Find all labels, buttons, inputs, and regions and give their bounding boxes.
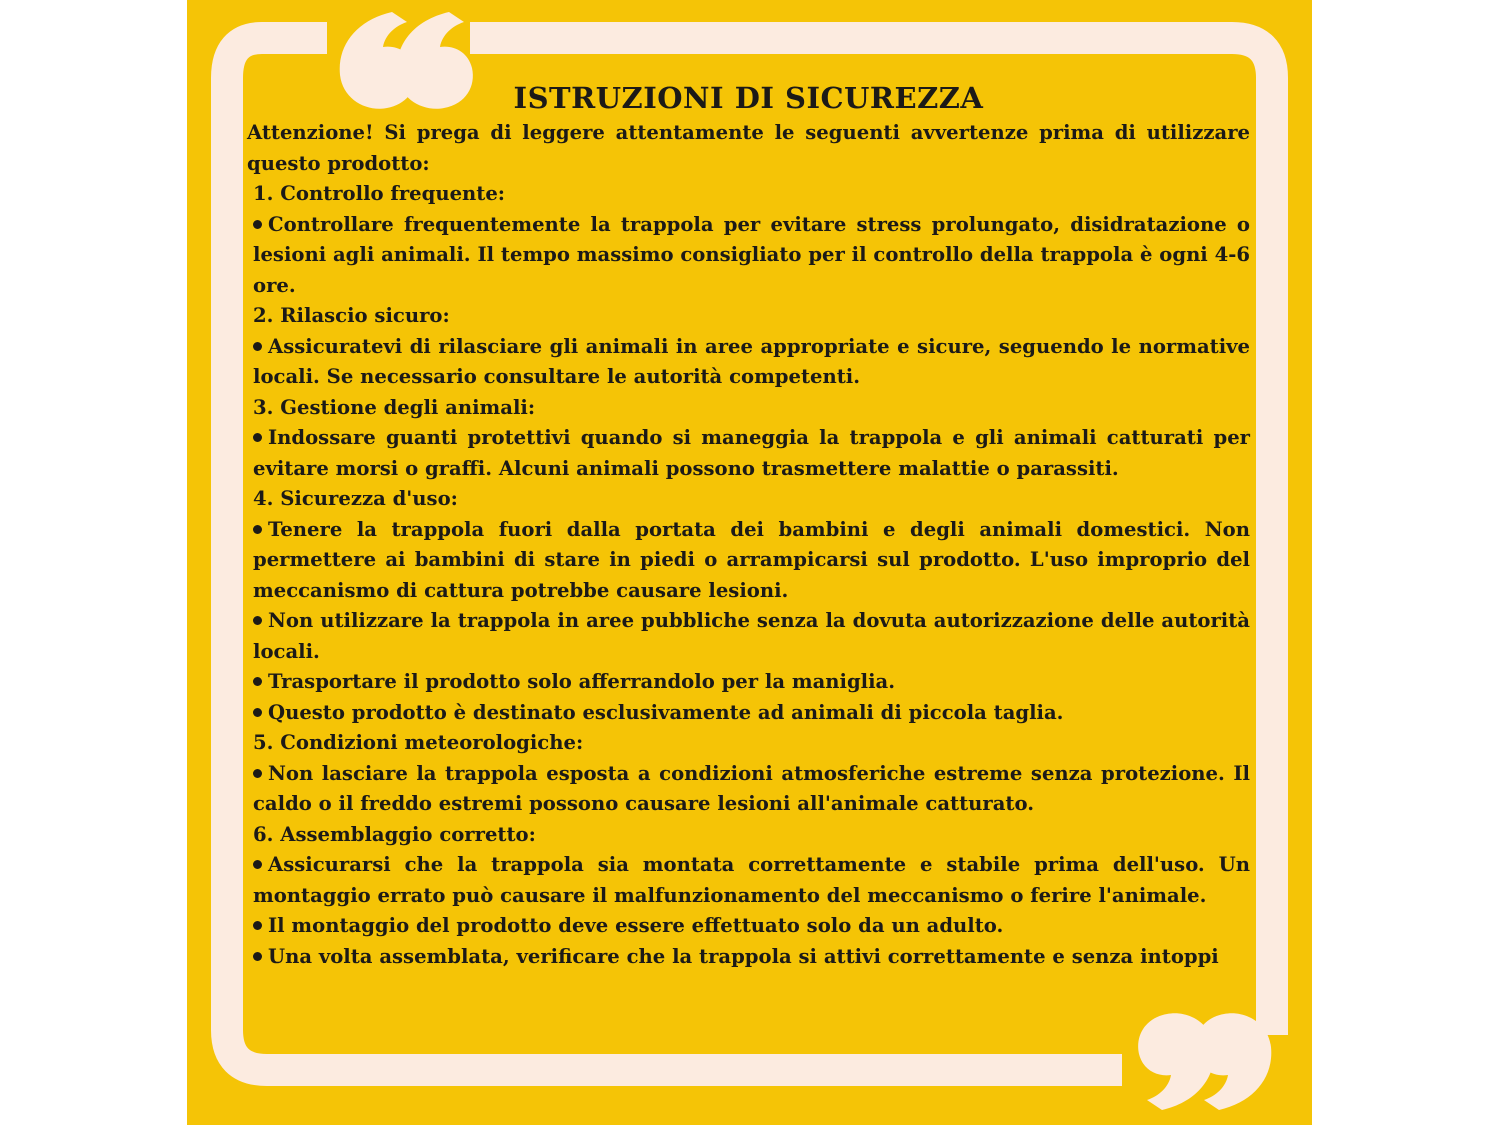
section-heading: 1. Controllo frequente: [253, 182, 506, 205]
bullet-item: Indossare guanti protettivi quando si maneggia la trappola e gli animali catturati per evitare morsi o graffi. Alcuni animali possono trasmettere malattie o parassiti. [253, 426, 1250, 480]
bullet-icon [253, 769, 262, 778]
bullet-icon [253, 220, 262, 229]
section-heading: 5. Condizioni meteorologiche: [253, 731, 584, 754]
section-meteo [247, 728, 1250, 820]
bullet-item: Trasportare il prodotto solo afferrandolo per la maniglia. [247, 667, 1250, 698]
bullet-item: Assicurarsi che la trappola sia montata correttamente e stabile prima dell'uso. Un montaggio errato può causare il malfunzionamento del meccanismo o ferire l'animale. [253, 853, 1250, 907]
section-gestione [247, 393, 1250, 485]
section-heading: 4. Sicurezza d'uso: [253, 487, 458, 510]
bullet-item: Non lasciare la trappola esposta a condizioni atmosferiche estreme senza protezione. Il caldo o il freddo estremi possono causare lesioni all'animale catturato. [253, 761, 1250, 815]
section-heading: 2. Rilascio sicuro: [253, 304, 450, 327]
bullet-icon [253, 860, 262, 869]
section-heading: 3. Gestione degli animali: [253, 395, 536, 419]
bullet-icon [253, 708, 262, 717]
instructions-body [247, 80, 1250, 972]
page-title: ISTRUZIONI DI SICUREZZA [513, 81, 984, 115]
section-rilascio [247, 301, 1250, 393]
section-sicurezza-uso [247, 484, 1250, 728]
bullet-icon [253, 342, 262, 351]
bullet-icon [253, 677, 262, 686]
bullet-item: Una volta assemblata, verificare che la trappola si attivi correttamente e senza intoppi [247, 942, 1250, 973]
section-assemblaggio [247, 820, 1250, 973]
section-controllo [247, 179, 1250, 301]
close-quote-icon [1138, 1013, 1271, 1110]
section-heading: 6. Assemblaggio corretto: [253, 822, 536, 846]
bullet-icon [253, 616, 262, 625]
intro-warning: Attenzione! Si prega di leggere attentamente le seguenti avvertenze prima di utilizzare questo prodotto: [247, 121, 1250, 175]
bullet-item: Tenere la trappola fuori dalla portata dei bambini e degli animali domestici. Non permettere ai bambini di stare in piedi o arrampicarsi sul prodotto. L'uso improprio del meccanismo di cattura potrebbe causare lesioni. [253, 517, 1250, 602]
bullet-item: Assicuratevi di rilasciare gli animali in aree appropriate e sicure, seguendo le normative locali. Se necessario consultare le autorità competenti. [253, 334, 1250, 388]
bullet-item: Questo prodotto è destinato esclusivamente ad animali di piccola taglia. [247, 698, 1250, 729]
bullet-item: Controllare frequentemente la trappola per evitare stress prolungato, disidratazione o lesioni agli animali. Il tempo massimo consigliato per il controllo della trappola è ogni 4-6 ore. [253, 212, 1250, 297]
bullet-item: Non utilizzare la trappola in aree pubbliche senza la dovuta autorizzazione delle autorità locali. [253, 609, 1250, 663]
bullet-icon [253, 921, 262, 930]
bullet-icon [253, 525, 262, 534]
bullet-icon [253, 952, 262, 961]
safety-instructions-card [187, 0, 1312, 1125]
bullet-item: Il montaggio del prodotto deve essere effettuato solo da un adulto. [247, 911, 1250, 942]
bullet-icon [253, 433, 262, 442]
